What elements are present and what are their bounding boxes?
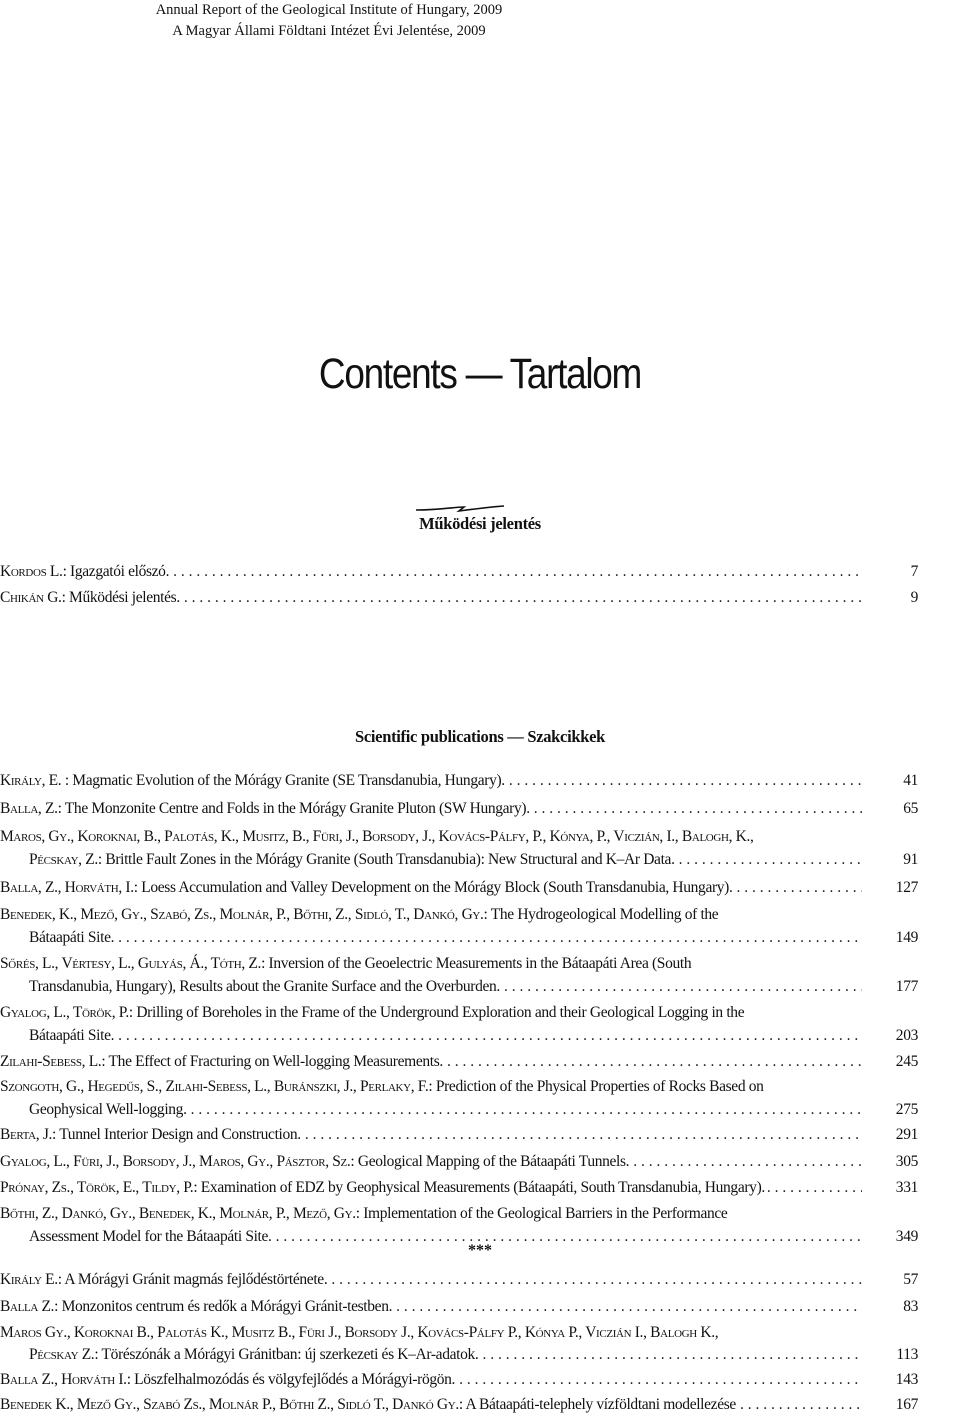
entry-page-number: 245 [895, 1053, 918, 1070]
entry-page-number: 349 [895, 1228, 918, 1245]
entry-title: : Igazgatói előszó. [62, 563, 170, 580]
entry-page-number: 91 [903, 851, 918, 868]
flourish-divider-icon [414, 498, 506, 516]
entry-page-number: 65 [903, 800, 918, 817]
entry-page-number: 57 [903, 1271, 918, 1288]
entry-title-continued: Geophysical Well-logging. [29, 1101, 187, 1118]
section-heading-scientific: Scientific publications — Szakcikkek [354, 727, 606, 746]
entry-title: : Prediction of the Physical Properties of Rocks Based on [428, 1078, 764, 1095]
section-separator: *** [468, 1242, 492, 1259]
entry-page-number: 275 [895, 1101, 918, 1118]
entry-page-number: 41 [903, 772, 918, 789]
entry-authors-continued: Pécskay Z. [29, 1346, 95, 1363]
entry-page-number: 291 [895, 1126, 918, 1143]
entry-title-continued: Transdanubia, Hungary), Results about the Granite Surface and the Overburden. [29, 978, 500, 995]
entry-authors: Balla, Z. [0, 800, 58, 817]
entry-authors-continued: Pécskay, Z. [29, 851, 98, 868]
entry-authors: Maros Gy., Koroknai B., Palotás K., Musitz B., Füri J., Borsody J., Kovács-Pálfy P., Kónya P., Viczián I., Balogh K., [0, 1324, 719, 1341]
entry-title: : A Bátaapáti-telephely vízföldtani modellezése [458, 1396, 736, 1413]
entry-title: : Brittle Fault Zones in the Mórágy Granite (South Transdanubia): New Structural and K–Ar Data. [97, 851, 675, 868]
entry-authors: Gyalog, L., Török, P. [0, 1004, 129, 1021]
entry-authors: Szongoth, G., Hegedűs, S., Zilahi-Sebess, L., Buránszki, J., Perlaky, F. [0, 1078, 429, 1095]
entry-title: : Geological Mapping of the Bátaapáti Tunnels. [350, 1153, 630, 1170]
entry-title: : Inversion of the Geoelectric Measurements in the Bátaapáti Area (South [261, 955, 692, 972]
entry-title: : Loess Accumulation and Valley Development on the Mórágy Block (South Transdanubia, Hungary). [133, 879, 733, 896]
entry-page-number: 143 [895, 1371, 918, 1388]
entry-title: : Monzonitos centrum és redők a Mórágyi Gránit-testben. [54, 1298, 393, 1315]
entry-title: : The Monzonite Centre and Folds in the Mórágy Granite Pluton (SW Hungary). [57, 800, 530, 817]
entry-page-number: 167 [895, 1396, 918, 1413]
header-line-hungarian: A Magyar Állami Földtani Intézet Évi Jelentése, 2009 [172, 23, 486, 39]
entry-authors: Király E. [0, 1271, 58, 1288]
entry-authors: Benedek K., Mező Gy., Szabó Zs., Molnár P., Bőthi Z., Sidló T., Dankó Gy. [0, 1396, 459, 1413]
entry-title: : Magmatic Evolution of the Mórágy Granite (SE Transdanubia, Hungary). [61, 772, 505, 789]
entry-title-continued: Assessment Model for the Bátaapáti Site. [29, 1228, 272, 1245]
entry-title-continued: Bátaapáti Site. [29, 1027, 115, 1044]
entry-authors: Chikán G. [0, 589, 62, 606]
entry-page-number: 149 [895, 929, 918, 946]
entry-title-continued: Bátaapáti Site. [29, 929, 115, 946]
entry-authors: Sőrés, L., Vértesy, L., Gulyás, Á., Tóth, Z. [0, 955, 262, 972]
entry-title: : Löszfelhalmozódás és völgyfejlődés a Mórágyi-rögön. [126, 1371, 456, 1388]
entry-title: : Examination of EDZ by Geophysical Measurements (Bátaapáti, South Transdanubia, Hungary). [193, 1179, 765, 1196]
header-line-english: Annual Report of the Geological Institute of Hungary, 2009 [155, 2, 503, 18]
entry-authors: Maros, Gy., Koroknai, B., Palotás, K., Musitz, B., Füri, J., Borsody, J., Kovács-Pálfy, P., Kónya, P., Viczián, I., Balogh, K., [0, 828, 754, 845]
entry-authors: Balla Z. [0, 1298, 55, 1315]
entry-page-number: 331 [895, 1179, 918, 1196]
entry-authors: Gyalog, L., Füri, J., Borsody, J., Maros, Gy., Pásztor, Sz. [0, 1153, 351, 1170]
entry-title: : Tunnel Interior Design and Construction. [52, 1126, 301, 1143]
entry-authors: Bőthi, Z., Dankó, Gy., Benedek, K., Molnár, P., Mező, Gy. [0, 1205, 356, 1222]
entry-authors: Berta, J. [0, 1126, 53, 1143]
entry-page-number: 177 [895, 978, 918, 995]
entry-title: : Törészónák a Mórágyi Gránitban: új szerkezeti és K–Ar-adatok. [94, 1346, 479, 1363]
entry-page-number: 203 [895, 1027, 918, 1044]
report-header [0, 0, 658, 42]
page-title: Contents — Tartalom [318, 350, 642, 398]
entry-title: : Működési jelentés. [61, 589, 180, 606]
entry-title: : The Hydrogeological Modelling of the [483, 906, 719, 923]
entry-page-number: 7 [910, 563, 918, 580]
entry-title: : The Effect of Fracturing on Well-logging Measurements. [101, 1053, 443, 1070]
entry-page-number: 305 [895, 1153, 918, 1170]
entry-authors: Benedek, K., Mező, Gy., Szabó, Zs., Molnár, P., Bőthi, Z., Sidló, T., Dankó, Gy. [0, 906, 484, 923]
entry-authors: Balla, Z., Horváth, I. [0, 879, 134, 896]
entry-page-number: 9 [910, 589, 918, 606]
entry-authors: Zilahi-Sebess, L. [0, 1053, 102, 1070]
section-heading-operational: Működési jelentés [419, 514, 541, 533]
entry-page-number: 83 [903, 1298, 918, 1315]
entry-page-number: 113 [896, 1346, 918, 1363]
entry-title: : Implementation of the Geological Barriers in the Performance [355, 1205, 728, 1222]
entry-authors: Balla Z., Horváth I. [0, 1371, 127, 1388]
entry-authors: Kordos L. [0, 563, 63, 580]
entry-title: : Drilling of Boreholes in the Frame of the Underground Exploration and their Geological Logging in the [128, 1004, 745, 1021]
entry-authors: Prónay, Zs., Török, E., Tildy, P. [0, 1179, 194, 1196]
entry-page-number: 127 [895, 879, 918, 896]
entry-authors: Király, E. [0, 772, 62, 789]
entry-title: : A Mórágyi Gránit magmás fejlődéstörténete. [57, 1271, 328, 1288]
